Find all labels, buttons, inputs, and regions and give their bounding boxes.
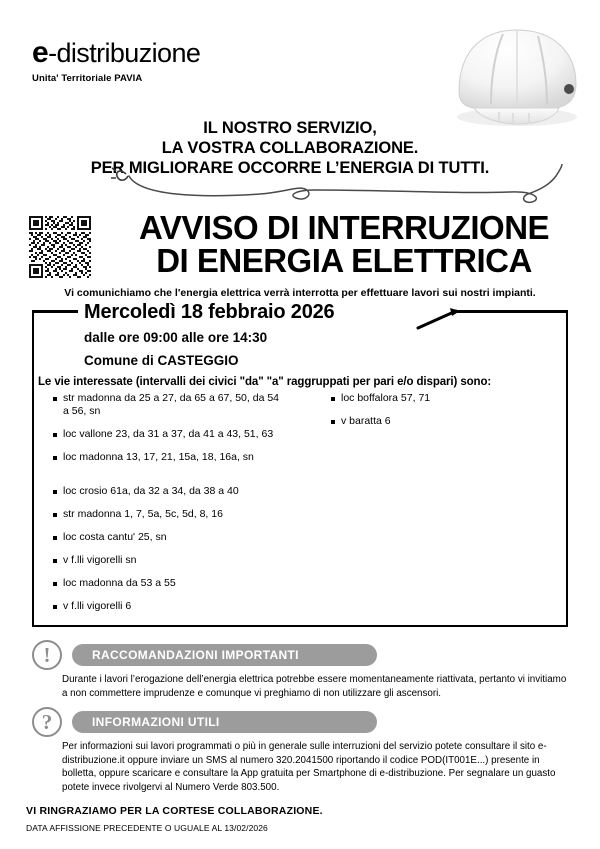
qr-code-icon: [29, 216, 91, 278]
section-title: RACCOMANDAZIONI IMPORTANTI: [92, 648, 299, 662]
logo-territorial-unit: Unita' Territoriale PAVIA: [32, 73, 143, 84]
footer-posting-date: DATA AFFISSIONE PRECEDENTE O UGUALE AL 13/02/2026: [26, 823, 268, 833]
street-item: v f.lli vigorelli sn: [52, 554, 287, 567]
street-item: str madonna da 25 a 27, da 65 a 67, 50, da 54 a 56, sn: [52, 392, 287, 418]
outage-date-block: [84, 302, 334, 367]
page-subtitle: Vi comunichiamo che l'energia elettrica verrà interrotta per effettuare lavori sui nostri impianti.: [64, 287, 536, 299]
street-item: loc costa cantu' 25, sn: [52, 531, 287, 544]
street-item: loc madonna da 53 a 55: [52, 577, 287, 590]
street-item: loc boffalora 57, 71: [330, 392, 540, 405]
slogan-line-2: LA VOSTRA COLLABORAZIONE.: [161, 139, 419, 157]
outage-date: Mercoledì 18 febbraio 2026: [84, 301, 335, 323]
power-cable-icon: [110, 164, 580, 206]
section-title-pill: [72, 644, 377, 666]
street-item: v baratta 6: [330, 415, 540, 428]
streets-header: Le vie interessate (intervalli dei civici "da" "a" raggruppati per pari e/o dispari) sono:: [38, 376, 492, 388]
streets-column-left: [52, 392, 287, 623]
section-body-text: Per informazioni sui lavori programmati o più in generale sulle interruzioni del servizio potete consultare il sito e-distribuzione.it oppure inviare un SMS al numero 320.2041500 riportando il codice POD(IT001E...) presente in bolletta, oppure scaricare e consultare la App gratuita per Smartphone di e-distribuzione. Per segnalare un guasto potete invece rivolgervi al Numero Verde 803.500.: [62, 741, 556, 793]
logo-word: -distribuzione: [48, 38, 201, 68]
title-line-1: AVVISO DI INTERRUZIONE: [138, 209, 550, 246]
section-title-pill: [72, 711, 377, 733]
section-body-text: Durante i lavori l’erogazione dell’energia elettrica potrebbe essere momentaneamente riattivata, pertanto vi invitiamo a non commettere imprudenze e comunque vi preghiamo di non utilizzare gli ascensori.: [62, 674, 567, 699]
box-border-top-left: [32, 310, 78, 313]
title-line-2: DI ENERGIA ELETTRICA: [156, 242, 532, 279]
exclamation-circle-icon: !: [32, 640, 62, 670]
page-title: [96, 211, 592, 277]
outage-comune: Comune di CASTEGGIO: [84, 352, 239, 368]
slogan-line-1: IL NOSTRO SERVIZIO,: [203, 119, 377, 137]
logo-wordmark: [32, 38, 200, 68]
street-item: loc crosio 61a, da 32 a 34, da 38 a 40: [52, 485, 287, 498]
section-title: INFORMAZIONI UTILI: [92, 715, 220, 729]
box-pointer-arrow-icon: [416, 306, 476, 332]
street-item: v f.lli vigorelli 6: [52, 600, 287, 613]
brand-logo: [32, 38, 200, 84]
street-item: loc madonna 13, 17, 21, 15a, 18, 16a, sn: [52, 451, 287, 464]
street-item: str madonna 1, 7, 5a, 5c, 5d, 8, 16: [52, 508, 287, 521]
slogan-line-3: PER MIGLIORARE OCCORRE L’ENERGIA DI TUTTI.: [90, 159, 490, 177]
street-item: loc vallone 23, da 31 a 37, da 41 a 43, 51, 63: [52, 428, 287, 441]
footer-thanks: VI RINGRAZIAMO PER LA CORTESE COLLABORAZIONE.: [26, 805, 323, 817]
question-circle-icon: ?: [32, 707, 62, 737]
logo-initial-e: e: [32, 36, 49, 69]
outage-hours: dalle ore 09:00 alle ore 14:30: [84, 330, 268, 345]
streets-column-right: [330, 392, 540, 438]
